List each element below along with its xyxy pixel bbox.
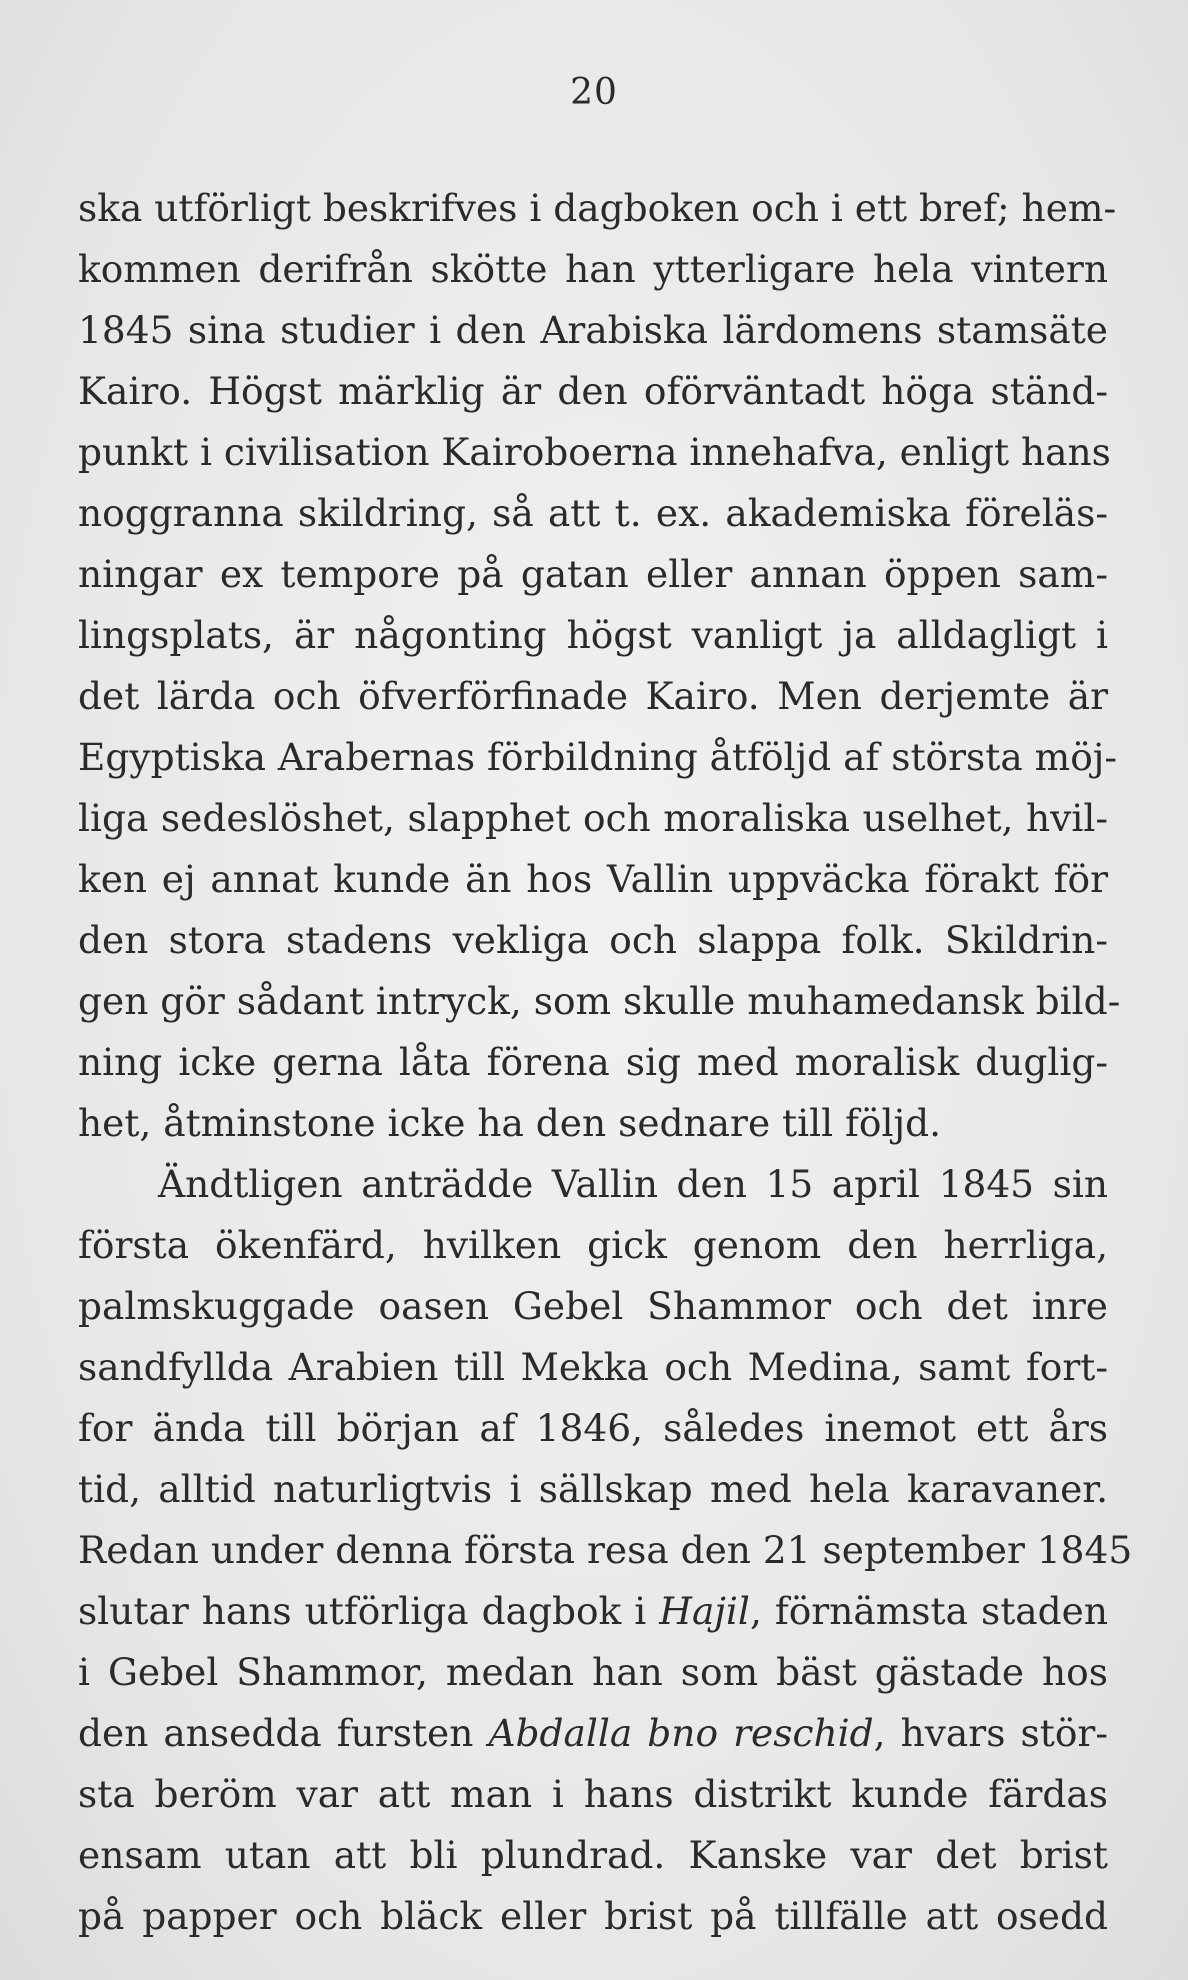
text-segment: slutar hans utförliga dagbok i: [78, 1589, 660, 1633]
text-line: [78, 1703, 1108, 1764]
text-line: Kairo. Högst märklig är den oförväntadt höga ständ-: [78, 369, 1108, 413]
text-line: den stora stadens vekliga och slappa folk. Skildrin-: [78, 918, 1108, 962]
text-line: ska utförligt beskrifves i dagboken och i ett bref; hem-: [78, 186, 1117, 230]
text-line: [78, 1581, 1108, 1642]
italic-place-name: Hajil: [659, 1589, 750, 1633]
text-segment: den ansedda fursten: [78, 1711, 489, 1755]
text-line: Redan under denna första resa den 21 september 1845: [78, 1528, 1133, 1572]
text-line: ensam utan att bli plundrad. Kanske var det brist: [78, 1833, 1108, 1877]
text-line: tid, alltid naturligtvis i sällskap med hela karavaner.: [78, 1467, 1108, 1511]
text-line: sta beröm var att man i hans distrikt kunde färdas: [78, 1772, 1108, 1816]
italic-person-name: Abdalla bno reschid: [488, 1711, 874, 1755]
paragraph-start-line: Ändtligen anträdde Vallin den 15 april 1845 sin: [158, 1162, 1108, 1206]
text-line: noggranna skildring, så att t. ex. akademiska föreläs-: [78, 491, 1108, 535]
text-segment: , förnämsta staden: [749, 1589, 1108, 1633]
text-line: första ökenfärd, hvilken gick genom den herrliga,: [78, 1223, 1108, 1267]
text-line: punkt i civilisation Kairoboerna innehafva, enligt hans: [78, 430, 1111, 474]
text-line: sandfyllda Arabien till Mekka och Medina, samt fort-: [78, 1345, 1108, 1389]
text-line: palmskuggade oasen Gebel Shammor och det inre: [78, 1284, 1108, 1328]
text-line: ken ej annat kunde än hos Vallin uppväcka förakt för: [78, 857, 1108, 901]
text-line: Egyptiska Arabernas förbildning åtföljd af största möj-: [78, 735, 1118, 779]
paragraph-end-line: het, åtminstone icke ha den sednare till följd.: [78, 1101, 942, 1145]
body-text: [78, 178, 1133, 1947]
text-line: på papper och bläck eller brist på tillfälle att osedd: [78, 1894, 1108, 1938]
page-number: 20: [570, 72, 618, 113]
text-line: det lärda och öfverförfinade Kairo. Men derjemte är: [78, 674, 1108, 718]
text-line: kommen derifrån skötte han ytterligare hela vintern: [78, 247, 1108, 291]
text-line: liga sedeslöshet, slapphet och moraliska uselhet, hvil-: [78, 796, 1108, 840]
text-line: ning icke gerna låta förena sig med moralisk duglig-: [78, 1040, 1108, 1084]
text-line: gen gör sådant intryck, som skulle muhamedansk bild-: [78, 979, 1121, 1023]
text-line: lingsplats, är någonting högst vanligt ja alldagligt i: [78, 613, 1108, 657]
text-segment: , hvars stör-: [873, 1711, 1108, 1755]
text-line: ningar ex tempore på gatan eller annan öppen sam-: [78, 552, 1108, 596]
text-line: 1845 sina studier i den Arabiska lärdomens stamsäte: [78, 308, 1108, 352]
text-line: for ända till början af 1846, således inemot ett års: [78, 1406, 1108, 1450]
text-line: i Gebel Shammor, medan han som bäst gästade hos: [78, 1650, 1108, 1694]
